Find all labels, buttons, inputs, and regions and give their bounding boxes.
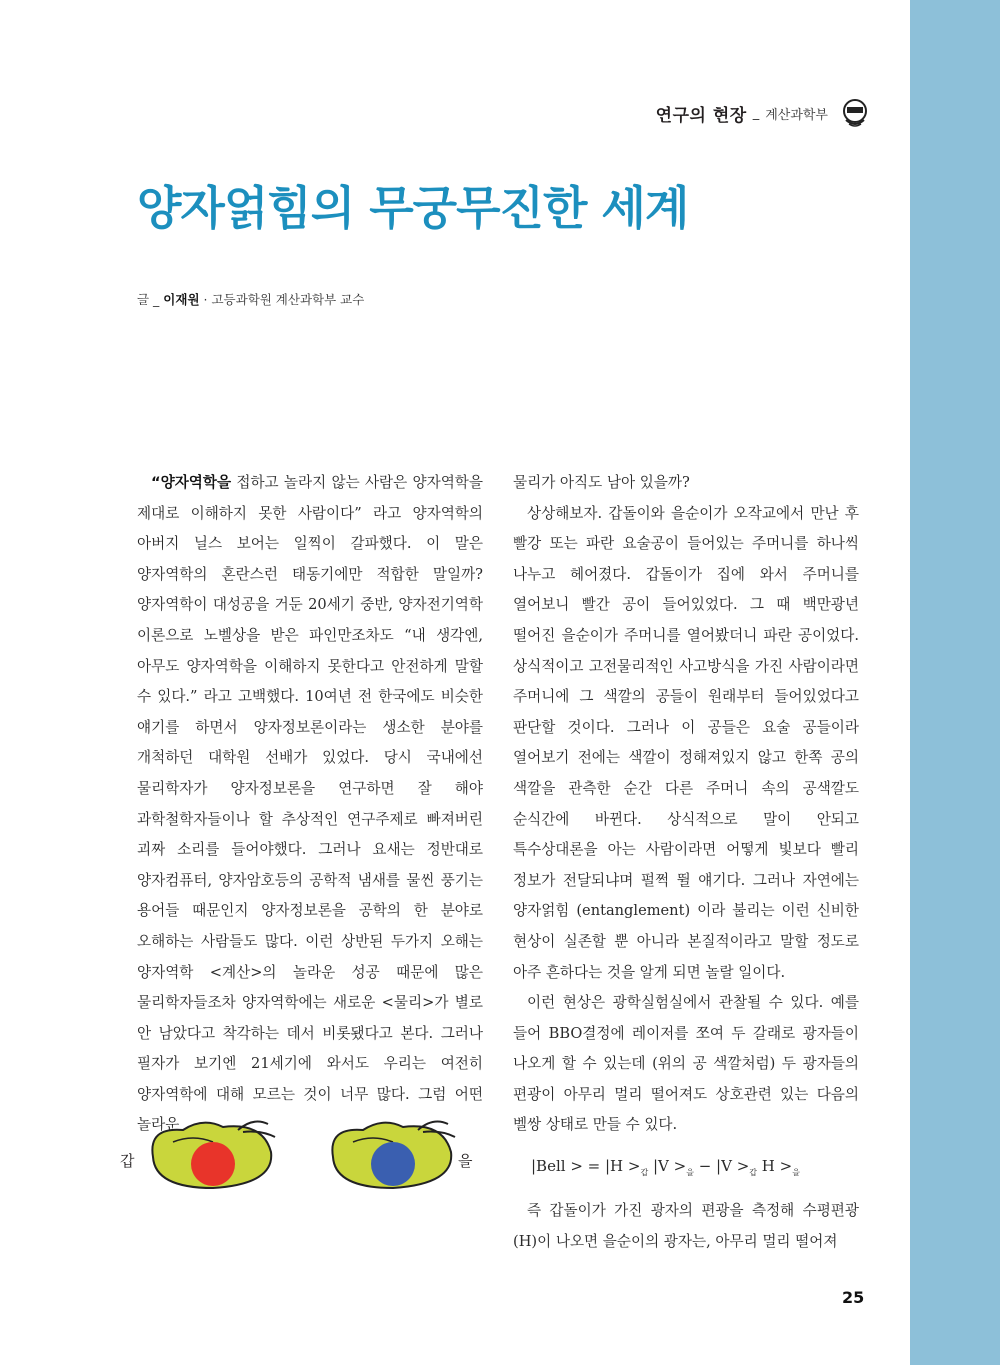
author-name: 이재원 xyxy=(163,292,200,307)
section-header xyxy=(656,98,870,128)
right-column xyxy=(513,468,859,1257)
intro-text: 접하고 놀라지 않는 사람은 양자역학을 제대로 이해하지 못한 사람이다” 라고 양자역학의 아버지 닐스 보어는 일찍이 갈파했다. 이 말은 양자역학의 혼란스런 태동기에만 적합한 말일까? 양자역학이 대성공을 거둔 20세기 중반, 양자전기역학 이론으로 노벨상을 받은 파인만조차도 “내 생각엔, 아무도 양자역학을 이해하지 못한다고 안전하게 말할 수 있다.” 라고 고백했다. 10여년 전 한국에도 비슷한 얘기를 하면서 양자정보론이라는 생소한 분야를 개척하던 대학원 선배가 있었다. 당시 국내에선 물리학자가 양자정보론을 연구하면 잘 해야 과학철학자들이나 할 추상적인 연구주제로 빠져버린 괴짜 소리를 들어야했다. 그러나 요새는 정반대로 양자컴퓨터, 양자암호등의 공학적 냄새를 물씬 풍기는 용어들 때문인지 양자정보론을 공학의 한 분야로 오해하는 사람들도 많다. 이런 상반된 두가지 오해는 양자역학 <계산>의 놀라운 성공 때문에 많은 물리학자들조차 양자역학에는 새로운 <물리>가 별로 안 남았다고 착각하는 데서 비롯됐다고 본다. 그러나 필자가 보기엔 21세기에 와서도 우리는 여전히 양자역학에 대해 모르는 것이 너무 많다. 그럼 어떤 놀라운 xyxy=(137,474,483,1134)
header-separator: _ xyxy=(752,105,760,121)
formula-term-v2: − |V > xyxy=(693,1157,750,1176)
right-pouch-icon xyxy=(323,1112,463,1192)
formula-sub-d: 을 xyxy=(792,1168,800,1178)
formula-bell: |Bell > xyxy=(531,1157,583,1176)
formula-term-h1: = |H > xyxy=(582,1157,641,1176)
lead-phrase: “양자역학을 xyxy=(151,474,232,491)
formula-term-v1: |V > xyxy=(648,1157,687,1176)
paragraph-continuation: 물리가 아직도 남아 있을까? xyxy=(513,474,690,491)
paragraph-optics: 이런 현상은 광학실험실에서 관찰될 수 있다. 예를 들어 BBO결정에 레이저를 쪼여 두 갈래로 광자들이 나오게 할 수 있는데 (위의 공 색깔처럼) 두 광자들의 편광이 아무리 멀리 떨어져도 상호관련 있는 다음의 벨쌍 상태로 만들 수 있다. xyxy=(513,994,859,1134)
kias-logo-icon xyxy=(840,98,870,128)
formula-sub-b: 을 xyxy=(686,1168,694,1178)
page-number: 25 xyxy=(842,1288,865,1307)
label-gap: 갑 xyxy=(120,1152,135,1170)
department-label: 계산과학부 xyxy=(765,107,828,123)
red-ball xyxy=(191,1142,235,1186)
blue-ball xyxy=(371,1142,415,1186)
formula-sub-c: 갑 xyxy=(749,1168,757,1178)
article-title: 양자얽힘의 무궁무진한 세계 xyxy=(137,181,689,235)
pouch-illustration xyxy=(115,1112,485,1192)
label-eul: 을 xyxy=(458,1152,473,1170)
section-label: 연구의 현장 xyxy=(655,105,747,126)
side-color-band xyxy=(910,0,1000,1365)
left-pouch-icon xyxy=(143,1112,283,1192)
intro-paragraph xyxy=(137,468,483,1141)
formula-term-h2: H > xyxy=(757,1157,793,1176)
byline xyxy=(137,290,364,308)
byline-prefix: 글 _ xyxy=(137,292,160,307)
formula-sub-a: 갑 xyxy=(640,1168,649,1178)
left-column xyxy=(137,468,483,1141)
author-affiliation: · 고등과학원 계산과학부 교수 xyxy=(203,292,365,307)
paragraph-measurement: 즉 갑돌이가 가진 광자의 편광을 측정해 수평편광 (H)이 나오면 을순이의 광자는, 아무리 멀리 떨어져 xyxy=(513,1202,859,1250)
bell-state-formula xyxy=(531,1149,859,1190)
paragraph-imagine: 상상해보자. 갑돌이와 을순이가 오작교에서 만난 후 빨강 또는 파란 요술공이 들어있는 주머니를 하나씩 나누고 헤어졌다. 갑돌이가 집에 와서 주머니를 열어보니 빨간 공이 들어있었다. 그 때 백만광년 떨어진 을순이가 주머니를 열어봤더니 파란 공이었다. 상식적이고 고전물리적인 사고방식을 가진 사람이라면 주머니에 그 색깔의 공들이 원래부터 들어있었다고 판단할 것이다. 그러나 이 공들은 요술 공들이라 열어보기 전에는 색깔이 정해져있지 않고 한쪽 공의 색깔을 관측한 순간 다른 주머니 속의 공색깔도 순식간에 바뀐다. 상식적으로 말이 안되고 특수상대론을 아는 사람이라면 어떻게 빛보다 빨리 정보가 전달되냐며 펄쩍 뛸 얘기다. 그러나 자연에는 양자얽힘 (entanglement) 이라 불리는 이런 신비한 현상이 실존할 뿐 아니라 본질적이라고 말할 정도로 아주 흔하다는 것을 알게 되면 놀랄 일이다. xyxy=(513,504,859,981)
